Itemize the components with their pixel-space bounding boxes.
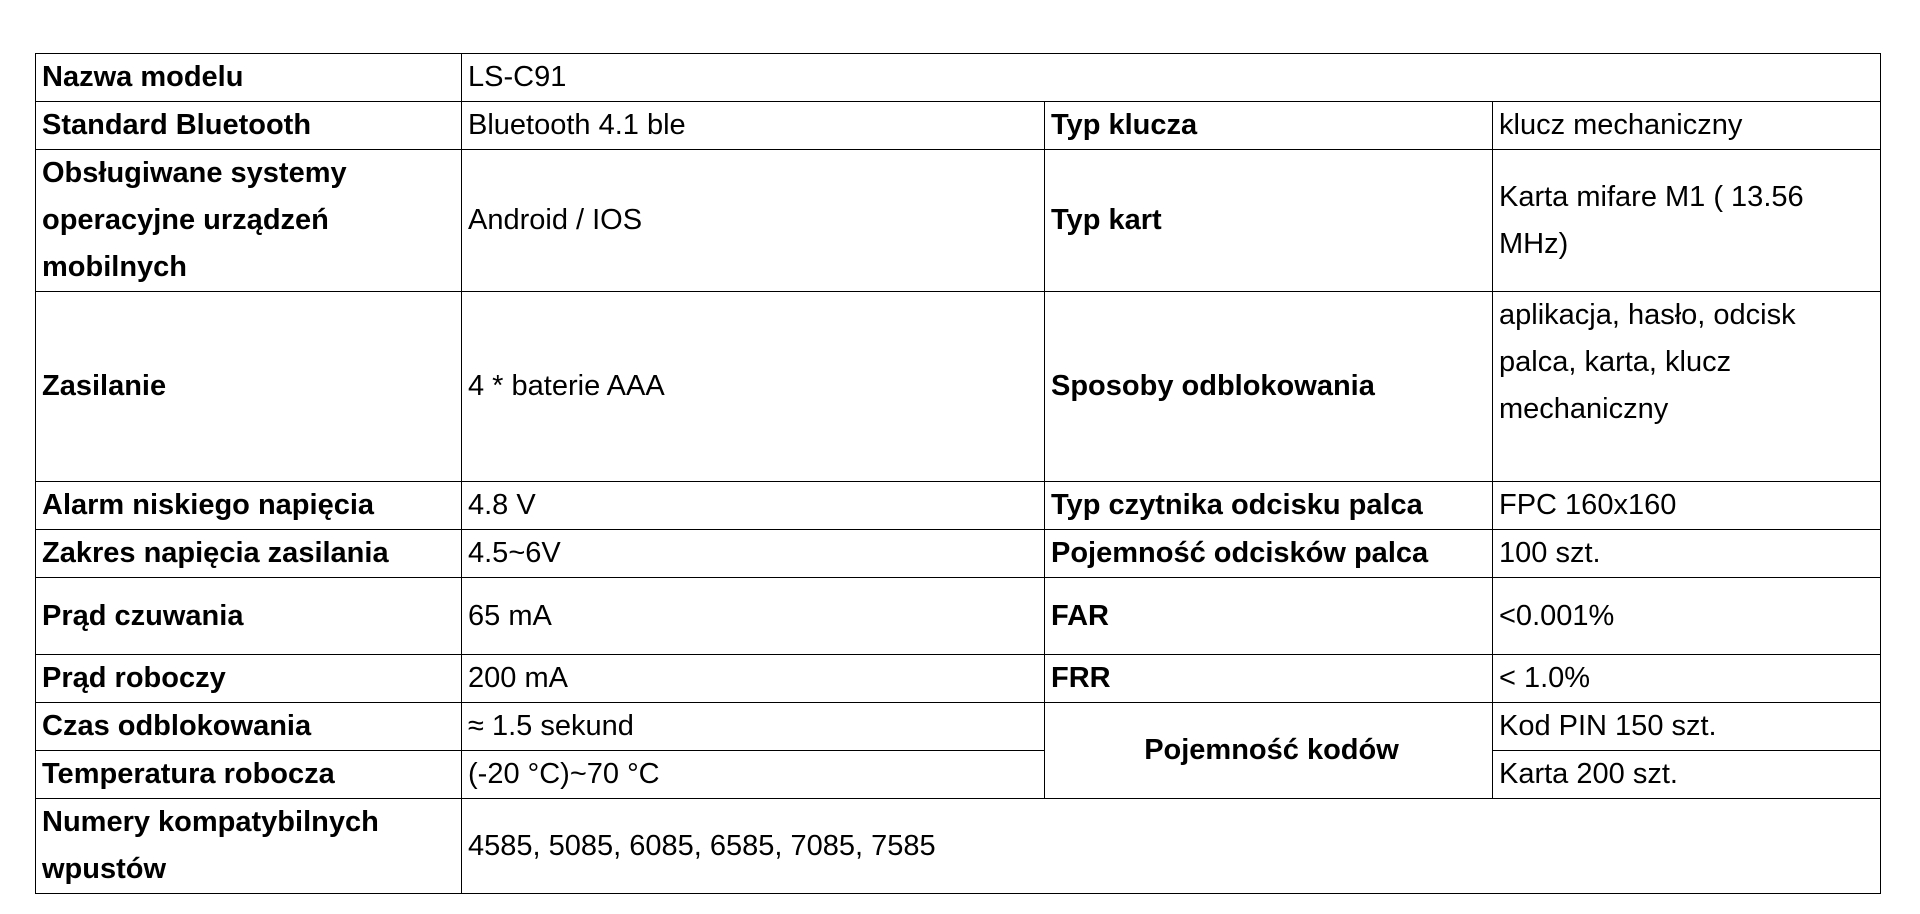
model-name-value: LS-C91 — [462, 54, 1881, 102]
unlock-methods-value: aplikacja, hasło, odcisk palca, karta, klucz mechaniczny — [1493, 292, 1881, 482]
pin-capacity-value: Kod PIN 150 szt. — [1493, 703, 1881, 751]
fingerprint-reader-value: FPC 160x160 — [1493, 482, 1881, 530]
key-type-label: Typ klucza — [1045, 102, 1493, 150]
table-row — [36, 292, 1881, 482]
table-row — [36, 530, 1881, 578]
os-label: Obsługiwane systemy operacyjne urządzeń mobilnych — [36, 150, 462, 292]
table-row — [36, 703, 1881, 751]
table-row — [36, 655, 1881, 703]
table-row — [36, 751, 1881, 799]
fingerprint-capacity-value: 100 szt. — [1493, 530, 1881, 578]
working-current-value: 200 mA — [462, 655, 1045, 703]
unlock-time-value: ≈ 1.5 sekund — [462, 703, 1045, 751]
compatible-label: Numery kompatybilnych wpustów — [36, 799, 462, 894]
table-row — [36, 54, 1881, 102]
power-value: 4 * baterie AAA — [462, 292, 1045, 482]
table-row — [36, 799, 1881, 894]
frr-label: FRR — [1045, 655, 1493, 703]
card-type-label: Typ kart — [1045, 150, 1493, 292]
standby-current-value: 65 mA — [462, 578, 1045, 655]
table-row — [36, 578, 1881, 655]
standby-current-label: Prąd czuwania — [36, 578, 462, 655]
bluetooth-label: Standard Bluetooth — [36, 102, 462, 150]
compatible-value: 4585, 5085, 6085, 6585, 7085, 7585 — [462, 799, 1881, 894]
temperature-value: (-20 °C)~70 °C — [462, 751, 1045, 799]
model-name-label: Nazwa modelu — [36, 54, 462, 102]
voltage-range-label: Zakres napięcia zasilania — [36, 530, 462, 578]
unlock-time-label: Czas odblokowania — [36, 703, 462, 751]
power-label: Zasilanie — [36, 292, 462, 482]
card-type-value: Karta mifare M1 ( 13.56 MHz) — [1493, 150, 1881, 292]
spec-table — [35, 53, 1881, 894]
low-voltage-label: Alarm niskiego napięcia — [36, 482, 462, 530]
unlock-methods-label: Sposoby odblokowania — [1045, 292, 1493, 482]
far-label: FAR — [1045, 578, 1493, 655]
table-row — [36, 102, 1881, 150]
table-row — [36, 150, 1881, 292]
table-row — [36, 482, 1881, 530]
bluetooth-value: Bluetooth 4.1 ble — [462, 102, 1045, 150]
working-current-label: Prąd roboczy — [36, 655, 462, 703]
key-type-value: klucz mechaniczny — [1493, 102, 1881, 150]
far-value: <0.001% — [1493, 578, 1881, 655]
fingerprint-capacity-label: Pojemność odcisków palca — [1045, 530, 1493, 578]
code-capacity-label: Pojemność kodów — [1045, 703, 1493, 799]
card-capacity-value: Karta 200 szt. — [1493, 751, 1881, 799]
voltage-range-value: 4.5~6V — [462, 530, 1045, 578]
frr-value: < 1.0% — [1493, 655, 1881, 703]
fingerprint-reader-label: Typ czytnika odcisku palca — [1045, 482, 1493, 530]
low-voltage-value: 4.8 V — [462, 482, 1045, 530]
os-value: Android / IOS — [462, 150, 1045, 292]
temperature-label: Temperatura robocza — [36, 751, 462, 799]
